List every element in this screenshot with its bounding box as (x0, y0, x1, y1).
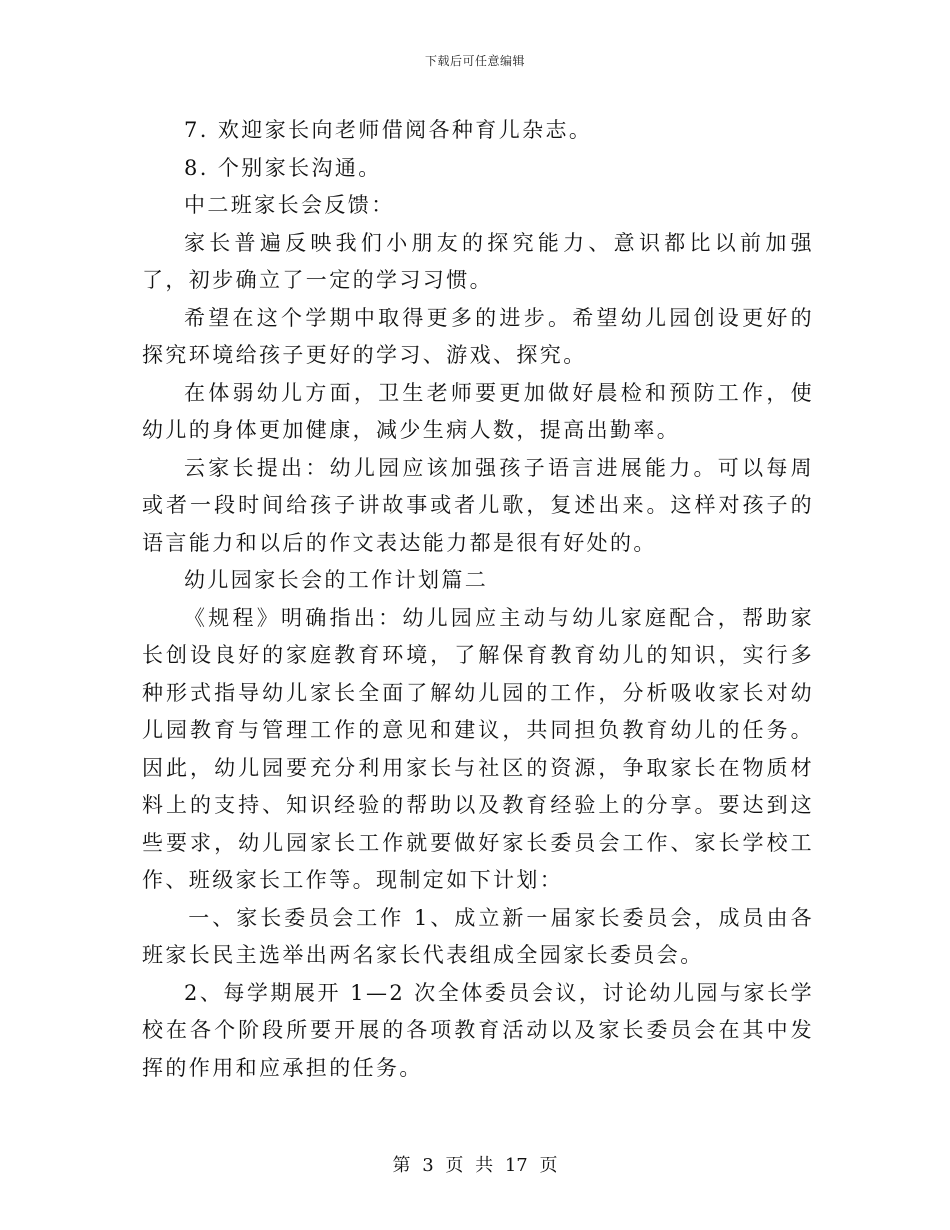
document-body (142, 112, 814, 1087)
paragraph-committee-1: 一、家长委员会工作 1、成立新一届家长委员会，成员由各班家长民主选举出两名家长代表组成全园家长委员会。 (142, 905, 814, 967)
paragraph-feedback-1: 家长普遍反映我们小朋友的探究能力、意识都比以前加强了，初步确立了一定的学习习惯。 (142, 230, 814, 292)
paragraph-item-8: 8. 个别家长沟通。 (184, 155, 382, 180)
paragraph-feedback-heading: 中二班家长会反馈： (184, 193, 395, 217)
paragraph-feedback-4: 云家长提出：幼儿园应该加强孩子语言进展能力。可以每周或者一段时间给孩子讲故事或者儿歌，复述出来。这样对孩子的语言能力和以后的作文表达能力都是很有好处的。 (142, 455, 814, 555)
paragraph-feedback-2: 希望在这个学期中取得更多的进步。希望幼儿园创设更好的探究环境给孩子更好的学习、游戏、探究。 (142, 305, 814, 367)
paragraph-committee-2: 2、每学期展开 1—2 次全体委员会议，讨论幼儿园与家长学校在各个阶段所要开展的各项教育活动以及家长委员会在其中发挥的作用和应承担的任务。 (142, 980, 814, 1080)
section-title: 幼儿园家长会的工作计划篇二 (184, 568, 489, 592)
page-number: 第 3 页 共 17 页 (392, 1155, 558, 1176)
paragraph-regulation: 《规程》明确指出：幼儿园应主动与幼儿家庭配合，帮助家长创设良好的家庭教育环境，了解保育教育幼儿的知识，实行多种形式指导幼儿家长全面了解幼儿园的工作，分析吸收家长对幼儿园教育与管理工作的意见和建议，共同担负教育幼儿的任务。因此，幼儿园要充分利用家长与社区的资源，争取家长在物质材料上的支持、知识经验的帮助以及教育经验上的分享。要达到这些要求，幼儿园家长工作就要做好家长委员会工作、家长学校工作、班级家长工作等。现制定如下计划： (142, 605, 814, 892)
paragraph-feedback-3: 在体弱幼儿方面，卫生老师要更加做好晨检和预防工作，使幼儿的身体更加健康，减少生病人数，提高出勤率。 (142, 380, 814, 442)
page-header: 下载后可任意编辑 (424, 54, 525, 68)
paragraph-item-7: 7. 欢迎家长向老师借阅各种育儿杂志。 (184, 118, 593, 142)
